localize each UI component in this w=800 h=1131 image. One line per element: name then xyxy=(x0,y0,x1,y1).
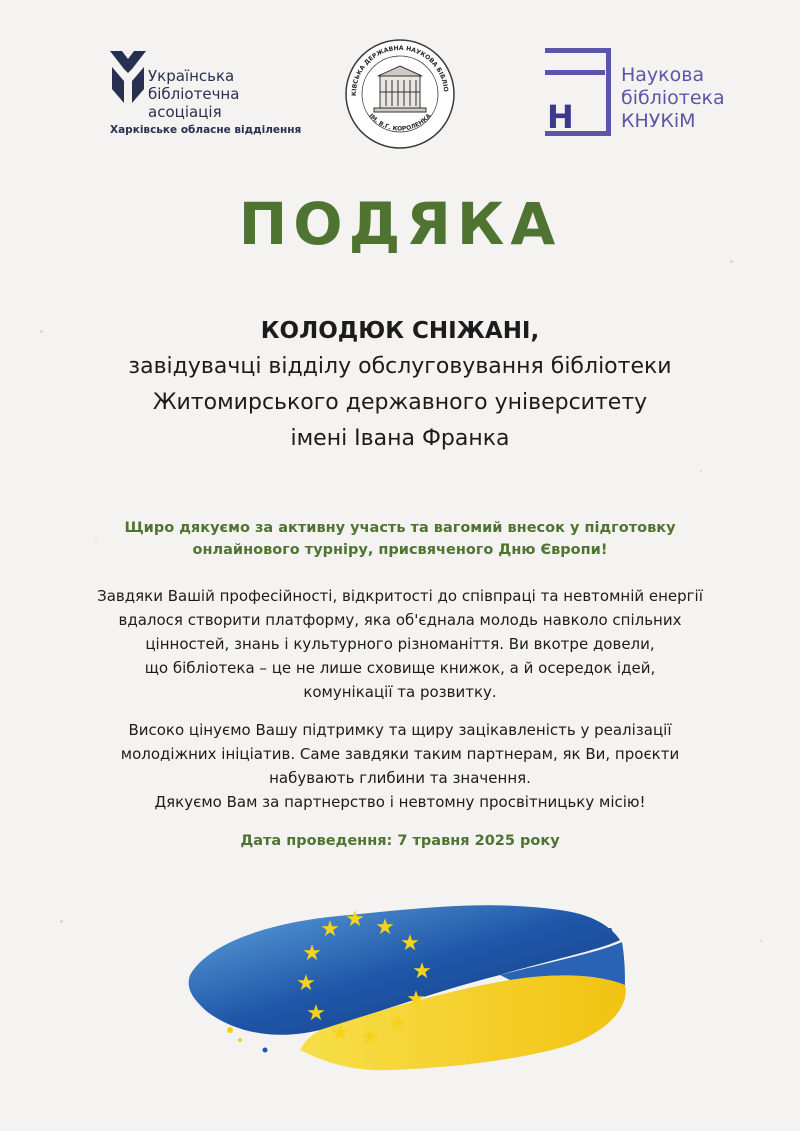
uba-emblem-icon xyxy=(108,47,148,105)
body-paragraph-1: Завдяки Вашій професійності, відкритості до співпраці та невтомній енергії вдалося створити платформу, яка об'єднала молодь навколо спільних цінностей, знань і культурного різноманіття. Ви вкотре довели, що бібліотека – це не лише сховище книжок, а й осередок ідей, комунікації та розвитку. xyxy=(97,587,703,701)
svg-text:★: ★ xyxy=(330,1021,350,1046)
uba-name: Українська бібліотечна асоціація xyxy=(148,67,240,121)
paper-speck xyxy=(760,940,762,942)
seal-ring-text: КІВСЬКА ДЕРЖАВНА НАУКОВА БІБЛІО xyxy=(350,44,450,97)
recipient-name: КОЛОДЮК СНІЖАНІ, xyxy=(260,318,540,344)
svg-text:★: ★ xyxy=(345,907,365,932)
svg-text:★: ★ xyxy=(388,1011,408,1036)
eu-ukraine-flag-illustration xyxy=(170,880,640,1080)
recipient-institution-name: імені Івана Франка xyxy=(290,426,510,451)
paper-speck xyxy=(60,920,63,923)
recipient-institution: Житомирського державного університету xyxy=(152,390,648,415)
svg-text:★: ★ xyxy=(306,1001,326,1026)
uba-subtitle: Харківське обласне відділення xyxy=(110,124,302,136)
knukim-name: Наукова бібліотека КНУКіМ xyxy=(621,64,725,132)
paper-speck xyxy=(700,470,702,472)
svg-text:Н: Н xyxy=(547,98,574,136)
certificate-title: ПОДЯКА xyxy=(238,190,562,258)
svg-text:★: ★ xyxy=(302,941,322,966)
svg-text:★: ★ xyxy=(400,931,420,956)
body-paragraph-2: Високо цінуємо Вашу підтримку та щиру зацікавленість у реалізації молодіжних ініціатив. Саме завдяки таким партнерам, як Ви, проєкти набувають глибини та значення. Дякуємо Вам за партнерство і невтомну просвітницьку місію! xyxy=(120,721,680,811)
knukim-emblem-icon xyxy=(545,48,615,138)
seal-bottom-text: ІМ. В.Г. КОРОЛЕНКА xyxy=(367,112,433,133)
svg-text:★: ★ xyxy=(296,971,316,996)
recipient-position: завідувачці відділу обслуговування бібліотеки xyxy=(128,354,672,379)
svg-text:★: ★ xyxy=(406,987,426,1012)
knukim-logo xyxy=(545,48,745,140)
svg-text:★: ★ xyxy=(412,959,432,984)
paper-speck xyxy=(730,260,733,263)
thanks-highlight: Щиро дякуємо за активну участь та вагомий внесок у підготовку онлайнового турніру, присвяченого Дню Європи! xyxy=(124,520,676,558)
event-date: Дата проведення: 7 травня 2025 року xyxy=(240,833,560,849)
library-seal xyxy=(344,38,456,150)
svg-text:★: ★ xyxy=(320,917,340,942)
recipient-block xyxy=(40,313,760,457)
svg-text:★: ★ xyxy=(375,915,395,940)
svg-text:★: ★ xyxy=(360,1025,380,1050)
uba-logo xyxy=(108,47,302,147)
